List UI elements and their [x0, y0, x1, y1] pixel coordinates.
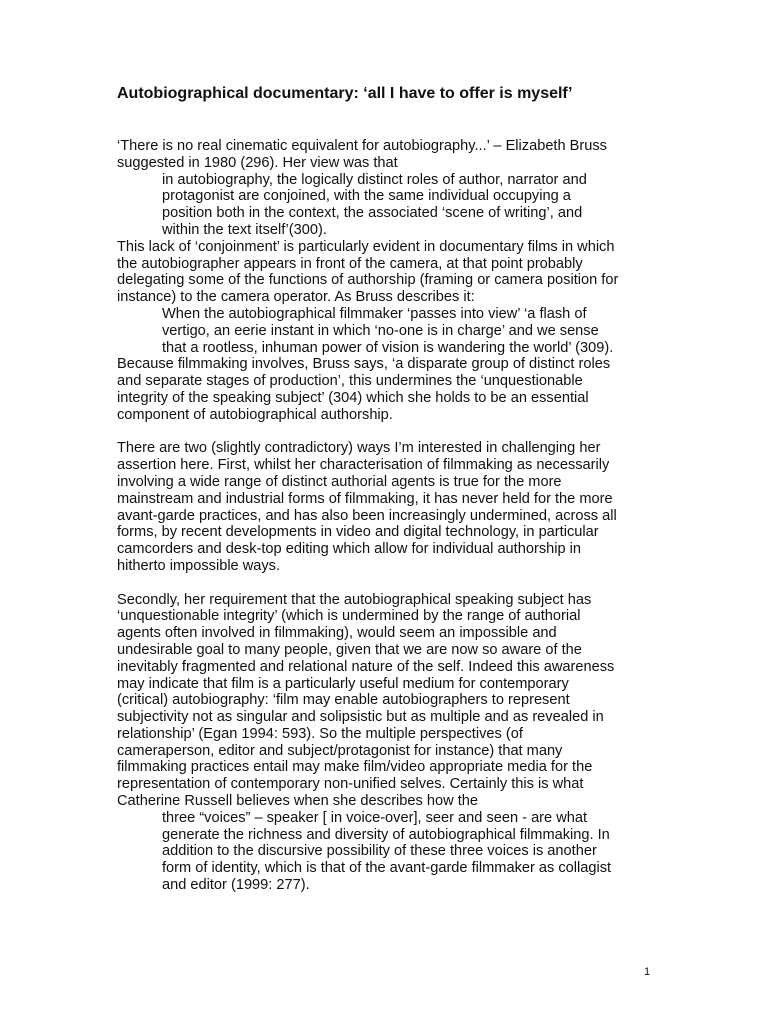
text-line: hitherto impossible ways.: [117, 557, 281, 574]
text-line: relationship’ (Egan 1994: 593). So the multiple perspectives (of: [117, 725, 523, 742]
paragraph-1: [117, 138, 657, 172]
quote-line: that a rootless, inhuman power of vision is wandering the world’ (309).: [162, 339, 614, 356]
paragraph-gap: [117, 424, 657, 441]
text-line: suggested in 1980 (296). Her view was that: [117, 154, 398, 171]
text-line: This lack of ‘conjoinment’ is particularly evident in documentary films in which: [117, 238, 615, 255]
text-line: ‘There is no real cinematic equivalent for autobiography...’ – Elizabeth Bruss: [117, 138, 607, 154]
text-line: the autobiographer appears in front of the camera, at that point probably: [117, 255, 583, 272]
text-line: representation of contemporary non-unified selves. Certainly this is what: [117, 776, 584, 793]
paragraph-2: [117, 239, 657, 306]
text-line: component of autobiographical authorship.: [117, 406, 393, 423]
quote-line: in autobiography, the logically distinct roles of author, narrator and: [162, 171, 587, 188]
text-line: Catherine Russell believes when she describes how the: [117, 793, 478, 810]
quote-line: three “voices” – speaker [ in voice-over], seer and seen - are what: [162, 809, 588, 826]
text-line: instance) to the camera operator. As Bruss describes it:: [117, 289, 475, 306]
quote-line: generate the richness and diversity of autobiographical filmmaking. In: [162, 826, 610, 843]
text-line: agents often involved in filmmaking), would seem an impossible and: [117, 625, 557, 642]
paragraph-5: [117, 592, 657, 810]
quote-line: protagonist are conjoined, with the same individual occupying a: [162, 188, 571, 205]
text-line: ‘unquestionable integrity’ (which is undermined by the range of authorial: [117, 608, 581, 625]
text-line: forms, by recent developments in video and digital technology, in particular: [117, 524, 599, 541]
paragraph-gap: [117, 575, 657, 592]
quote-line: When the autobiographical filmmaker ‘passes into view’ ‘a flash of: [162, 305, 587, 322]
text-line: and separate stages of production’, this undermines the ‘unquestionable: [117, 373, 583, 390]
text-line: subjectivity not as singular and solipsistic but as multiple and as revealed in: [117, 709, 604, 726]
text-line: avant-garde practices, and has also been increasingly undermined, across all: [117, 507, 617, 524]
quote-line: form of identity, which is that of the avant-garde filmmaker as collagist: [162, 860, 612, 877]
text-line: may indicate that film is a particularly useful medium for contemporary: [117, 675, 569, 692]
text-line: mainstream and industrial forms of filmmaking, it has never held for the more: [117, 490, 613, 507]
quote-line: and editor (1999: 277).: [162, 877, 310, 894]
text-line: inevitably fragmented and relational nature of the self. Indeed this awareness: [117, 658, 615, 675]
text-line: Secondly, her requirement that the autobiographical speaking subject has: [117, 591, 592, 608]
text-line: camcorders and desk-top editing which allow for individual authorship in: [117, 541, 582, 558]
quote-line: vertigo, an eerie instant in which ‘no-one is in charge’ and we sense: [162, 322, 599, 339]
document-title: Autobiographical documentary: ‘all I have to offer is myself’: [117, 85, 573, 102]
text-line: Because filmmaking involves, Bruss says, ‘a disparate group of distinct roles: [117, 356, 611, 373]
text-line: There are two (slightly contradictory) ways I’m interested in challenging her: [117, 440, 601, 457]
text-line: delegating some of the functions of authorship (framing or camera position for: [117, 272, 619, 289]
text-line: involving a wide range of distinct authorial agents is true for the more: [117, 473, 562, 490]
block-quote-3: [117, 810, 657, 894]
text-line: cameraperson, editor and subject/protagonist for instance) that many: [117, 742, 563, 759]
block-quote-2: [117, 306, 657, 356]
text-line: (critical) autobiography: ‘film may enable autobiographers to represent: [117, 692, 570, 709]
paragraph-4: [117, 440, 657, 574]
page-number: 1: [644, 966, 651, 978]
text-line: assertion here. First, whilst her characterisation of filmmaking as necessarily: [117, 457, 610, 474]
block-quote-1: [117, 172, 657, 239]
paragraph-3: [117, 356, 657, 423]
text-line: undesirable goal to many people, given that we are now so aware of the: [117, 641, 582, 658]
page-content: [117, 84, 657, 894]
quote-line: position both in the context, the associated ‘scene of writing’, and: [162, 205, 583, 222]
text-line: integrity of the speaking subject’ (304) which she holds to be an essential: [117, 389, 589, 406]
quote-line: addition to the discursive possibility of these three voices is another: [162, 843, 597, 860]
text-line: filmmaking practices entail may make film/video appropriate media for the: [117, 759, 593, 776]
quote-line: within the text itself’(300).: [162, 221, 327, 238]
